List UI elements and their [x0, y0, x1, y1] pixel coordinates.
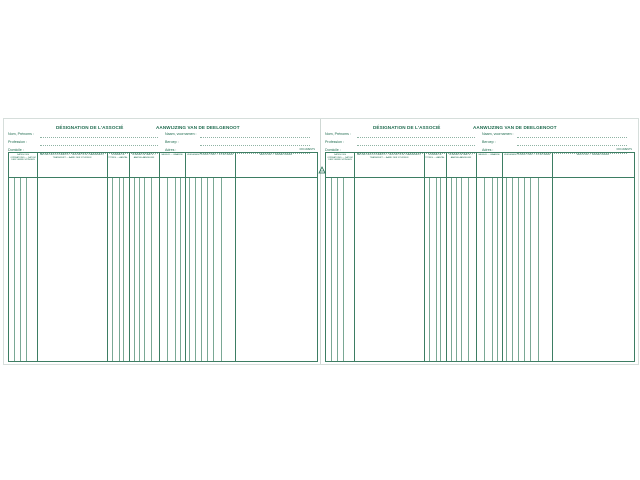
sub-column-rule	[518, 178, 519, 361]
column-rule	[107, 153, 108, 361]
sub-column-rule	[451, 178, 452, 361]
sub-column-rule	[331, 178, 332, 361]
column-rule	[552, 153, 553, 361]
column-header: MENTIONS — VERMELDINGEN	[235, 153, 317, 178]
sub-column-rule	[429, 178, 430, 361]
sub-column-rule	[112, 178, 113, 361]
column-header: VALEUR — WAARDE	[476, 153, 502, 178]
column-rule	[476, 153, 477, 361]
ledger-table	[325, 152, 635, 362]
sub-column-rule	[144, 178, 145, 361]
field-label-fr: Profession :	[8, 140, 27, 144]
page-label: DOCUMENTS	[299, 148, 315, 151]
column-header: NATURE DES DOCUMENTS — DESCRIPTION, CHANGEMENT, TRANSFERT — AARD DER STUKKEN	[37, 153, 107, 178]
right-page	[321, 119, 638, 364]
column-header: NATURE DES DOCUMENTS — DESCRIPTION, CHANGEMENT, TRANSFERT — AARD DER STUKKEN	[354, 153, 424, 178]
header-fr: DÉSIGNATION DE L'ASSOCIÉ	[56, 125, 124, 130]
sub-column-rule	[189, 178, 190, 361]
column-header: VERSEMENTS EFFECTUÉS — STORTINGEN	[185, 153, 235, 178]
sub-column-rule	[201, 178, 202, 361]
sub-column-rule	[134, 178, 135, 361]
field-row	[325, 132, 630, 140]
field-row	[325, 140, 630, 148]
sub-column-rule	[337, 178, 338, 361]
column-rule	[424, 153, 425, 361]
sub-column-rule	[524, 178, 525, 361]
register-spread	[3, 118, 639, 365]
column-rule	[354, 153, 355, 361]
column-header: VERSEMENTS EFFECTUÉS — STORTINGEN	[502, 153, 552, 178]
column-header: NOMBRE DE TITRES — AANTAL	[424, 153, 446, 178]
page-label: DOCUMENTS	[616, 148, 632, 151]
fill-line	[517, 137, 627, 138]
sub-column-rule	[151, 178, 152, 361]
column-rule	[129, 153, 130, 361]
sub-column-rule	[484, 178, 485, 361]
column-rule	[185, 153, 186, 361]
fill-line	[40, 137, 158, 138]
column-header: DATES DES OPÉRATIONS — DATUM DER VERRICHTINGEN	[326, 153, 354, 178]
sub-column-rule	[436, 178, 437, 361]
sub-column-rule	[213, 178, 214, 361]
fill-line	[40, 145, 158, 146]
field-label-nl: Beroep :	[482, 140, 496, 144]
column-rule	[502, 153, 503, 361]
sub-column-rule	[497, 178, 498, 361]
sub-column-rule	[180, 178, 181, 361]
field-label-nl: Adres :	[165, 148, 177, 152]
fill-line	[200, 137, 310, 138]
ledger-table	[8, 152, 318, 362]
field-label-fr: Nom, Prénoms :	[8, 132, 34, 136]
fill-line	[357, 145, 475, 146]
sub-column-rule	[167, 178, 168, 361]
field-row	[8, 140, 313, 148]
column-rule	[159, 153, 160, 361]
sub-column-rule	[456, 178, 457, 361]
publisher-logo-icon	[318, 161, 326, 169]
sub-column-rule	[175, 178, 176, 361]
sub-column-rule	[530, 178, 531, 361]
column-header: MENTIONS — VERMELDINGEN	[552, 153, 634, 178]
field-label-fr: Domicile :	[8, 148, 24, 152]
column-rule	[37, 153, 38, 361]
sub-column-rule	[20, 178, 21, 361]
sub-column-rule	[461, 178, 462, 361]
field-row	[8, 132, 313, 140]
sub-column-rule	[440, 178, 441, 361]
header-nl: AANWIJZING VAN DE DEELGENOOT	[156, 125, 240, 130]
fill-line	[200, 145, 310, 146]
header-fr: DÉSIGNATION DE L'ASSOCIÉ	[373, 125, 441, 130]
sub-column-rule	[221, 178, 222, 361]
fill-line	[517, 145, 627, 146]
sub-column-rule	[512, 178, 513, 361]
fill-line	[357, 137, 475, 138]
column-header: DATES DES OPÉRATIONS — DATUM DER VERRICHTINGEN	[9, 153, 37, 178]
sub-column-rule	[14, 178, 15, 361]
field-label-fr: Domicile :	[325, 148, 341, 152]
field-label-nl: Adres :	[482, 148, 494, 152]
column-header: NOMBRE DE TITRES — AANTAL	[107, 153, 129, 178]
sub-column-rule	[195, 178, 196, 361]
sub-column-rule	[538, 178, 539, 361]
sub-column-rule	[119, 178, 120, 361]
field-label-nl: Naam, voornamen :	[482, 132, 514, 136]
column-rule	[446, 153, 447, 361]
field-label-fr: Nom, Prénoms :	[325, 132, 351, 136]
field-label-fr: Profession :	[325, 140, 344, 144]
field-label-nl: Naam, voornamen :	[165, 132, 197, 136]
header-nl: AANWIJZING VAN DE DEELGENOOT	[473, 125, 557, 130]
sub-column-rule	[468, 178, 469, 361]
sub-column-rule	[492, 178, 493, 361]
sub-column-rule	[506, 178, 507, 361]
column-rule	[235, 153, 236, 361]
column-header: VALEUR — WAARDE	[159, 153, 185, 178]
sub-column-rule	[139, 178, 140, 361]
sub-column-rule	[207, 178, 208, 361]
sub-column-rule	[26, 178, 27, 361]
sub-column-rule	[123, 178, 124, 361]
sub-column-rule	[343, 178, 344, 361]
left-page	[4, 119, 321, 364]
column-header: NOMBRE DE PARTS — AANTAL AANDELEN	[129, 153, 159, 178]
field-label-nl: Beroep :	[165, 140, 179, 144]
column-header: NOMBRE DE PARTS — AANTAL AANDELEN	[446, 153, 476, 178]
